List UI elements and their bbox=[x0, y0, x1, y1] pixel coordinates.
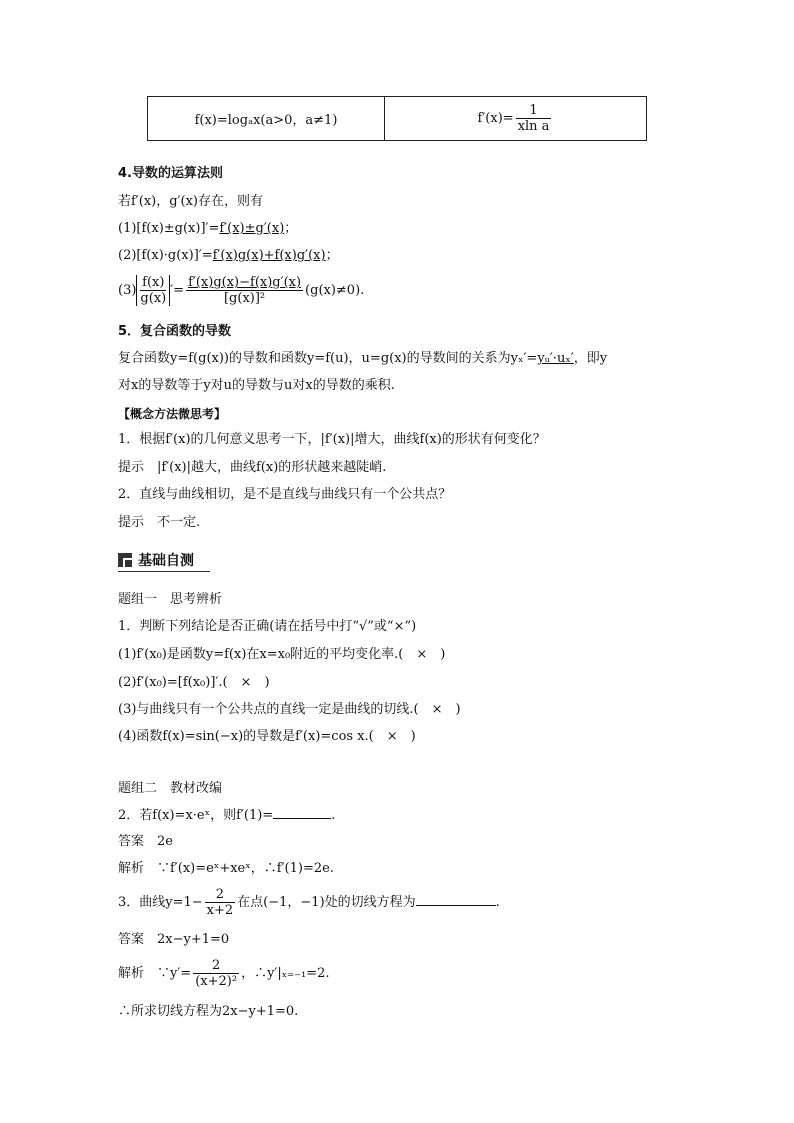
rule-2-rhs: f′(x)g(x)+f(x)g′(x) bbox=[212, 248, 326, 263]
rule-1-lhs: (1)[f(x)±g(x)]′= bbox=[118, 221, 220, 236]
group1-question: 1．判断下列结论是否正确(请在括号中打“√”或“×”) bbox=[118, 619, 417, 634]
q2-text: 2．若f(x)=x·eˣ，则f′(1)= bbox=[118, 808, 274, 823]
section5-line1 bbox=[118, 350, 607, 368]
q2-end: . bbox=[331, 808, 336, 823]
section4-title: 4.导数的运算法则 bbox=[118, 166, 223, 181]
section5-line1-a: 复合函数y=f(g(x))的导数和函数y=f(u)，u=g(x)的导数间的关系为yₓ′= bbox=[118, 351, 538, 366]
section5-line2: 对x的导数等于y对u的导数与u对x的导数的乘积. bbox=[118, 378, 395, 393]
rule-1 bbox=[118, 220, 297, 238]
section5-title: 5．复合函数的导数 bbox=[118, 324, 232, 339]
group2-q3 bbox=[118, 886, 500, 920]
concept-title: 【概念方法微思考】 bbox=[118, 407, 227, 421]
derivative-prefix: f′(x)= bbox=[477, 111, 514, 126]
concept-q2: 2．直线与曲线相切，是不是直线与曲线只有一个公共点？ bbox=[118, 487, 452, 502]
q2-answer-blank bbox=[273, 806, 331, 819]
concept-a1: 提示 |f′(x)|越大，曲线f(x)的形状越来越陡峭. bbox=[118, 460, 387, 475]
judgement-item-2: (2)f′(x₀)=[f(x₀)]′.( × ) bbox=[118, 675, 270, 690]
q3-solution-fraction bbox=[193, 958, 239, 989]
q2-solution: 解析 ∵f′(x)=eˣ+xeˣ，∴f′(1)=2e. bbox=[118, 861, 334, 876]
rule-3-label: (3) bbox=[118, 283, 137, 298]
fraction-numerator: 1 bbox=[529, 103, 538, 118]
section-heading-title: 基础自测 bbox=[138, 553, 194, 569]
rule-3-condition: (g(x)≠0). bbox=[305, 283, 365, 298]
rule-1-rhs: f′(x)±g′(x) bbox=[219, 221, 285, 236]
q3-solution bbox=[118, 957, 329, 991]
derivative-fraction bbox=[516, 103, 552, 134]
rule-3-numerator: f′(x)g(x)−f(x)g′(x) bbox=[188, 275, 302, 290]
q3-text-a: 3．曲线y=1− bbox=[118, 895, 203, 910]
rule-3-fraction bbox=[186, 275, 303, 306]
concept-q1: 1．根据f′(x)的几何意义思考一下，|f′(x)|增大，曲线f(x)的形状有何变化？ bbox=[118, 432, 546, 447]
q3-solution-b: ，∴y′|ₓ₌₋₁=2. bbox=[241, 966, 330, 981]
concept-a2: 提示 不一定. bbox=[118, 515, 201, 530]
q3-solution-denominator: (x+2)² bbox=[195, 974, 238, 989]
rule-2-lhs: (2)[f(x)·g(x)]′= bbox=[118, 248, 213, 263]
q3-solution-numerator: 2 bbox=[211, 958, 221, 973]
judgement-item-4: (4)函数f(x)=sin(−x)的导数是f′(x)=cos x.( × ) bbox=[118, 729, 416, 744]
quotient-bottom: g(x) bbox=[140, 291, 167, 306]
q3-end: . bbox=[495, 895, 500, 910]
rule-3-denominator: [g(x)]² bbox=[186, 290, 303, 306]
rule-3-prime: ′= bbox=[170, 283, 185, 298]
judgement-item-3: (3)与曲线只有一个公共点的直线一定是曲线的切线.( × ) bbox=[118, 702, 461, 717]
function-cell bbox=[148, 97, 385, 141]
q3-denominator: x+2 bbox=[206, 903, 234, 918]
section-heading bbox=[118, 549, 210, 573]
quotient-bracket bbox=[136, 275, 170, 306]
log-function: f(x)=logₐx(a>0，a≠1) bbox=[194, 113, 338, 128]
q3-answer: 答案 2x−y+1=0 bbox=[118, 932, 230, 947]
derivative-cell bbox=[385, 97, 647, 141]
rule-2-end: ； bbox=[325, 248, 339, 263]
q3-conclusion: ∴所求切线方程为2x−y+1=0. bbox=[118, 1004, 299, 1019]
section-square-icon bbox=[118, 553, 132, 567]
chain-rule-answer: yᵤ′·uₓ′ bbox=[537, 351, 574, 366]
q3-solution-a: 解析 ∵y′= bbox=[118, 966, 192, 981]
section-heading-underline bbox=[118, 571, 210, 572]
group1-title: 题组一 思考辨析 bbox=[118, 592, 223, 607]
judgement-item-1: (1)f′(x₀)是函数y=f(x)在x=x₀附近的平均变化率.( × ) bbox=[118, 647, 446, 662]
q3-numerator: 2 bbox=[215, 887, 225, 902]
quotient-top: f(x) bbox=[142, 275, 165, 290]
derivative-formula-table bbox=[147, 96, 647, 141]
rule-1-end: ； bbox=[284, 221, 298, 236]
section4-intro: 若f′(x)，g′(x)存在，则有 bbox=[118, 194, 263, 209]
q3-answer-blank bbox=[416, 893, 496, 906]
table-row bbox=[148, 97, 647, 141]
group2-title: 题组二 教材改编 bbox=[118, 781, 223, 796]
rule-2 bbox=[118, 247, 339, 265]
q3-text-b: 在点(−1，−1)处的切线方程为 bbox=[237, 895, 416, 910]
q3-fraction bbox=[205, 887, 236, 918]
group2-q2 bbox=[118, 806, 335, 825]
fraction-denominator: xln a bbox=[517, 119, 550, 134]
rule-3 bbox=[118, 274, 364, 308]
section5-line1-c: ，即y bbox=[573, 351, 608, 366]
q2-answer: 答案 2e bbox=[118, 834, 173, 849]
